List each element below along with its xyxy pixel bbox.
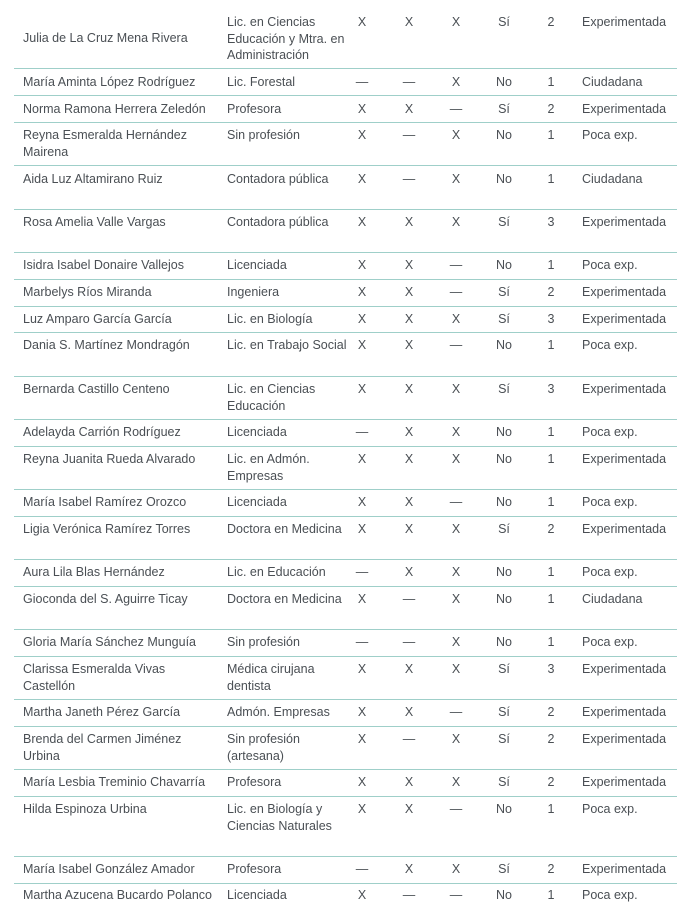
experience-cell: Experimentada [582, 452, 667, 466]
profession-cell: Licenciada [227, 425, 287, 439]
name-cell: Reyna Esmeralda Hernández Mairena [23, 128, 187, 159]
mark-cell-2: X [404, 522, 414, 536]
name-cell: Martha Azucena Bucardo Polanco [23, 888, 213, 902]
mark-cell-3: — [449, 888, 463, 902]
count-cell: 2 [547, 522, 555, 536]
name-cell: María Aminta López Rodríguez [23, 75, 196, 89]
mark-cell-2: X [404, 285, 414, 299]
mark-cell-3: X [451, 862, 461, 876]
profession-cell: Ingeniera [227, 285, 280, 299]
mark-cell-2: X [404, 382, 414, 396]
count-cell: 2 [547, 732, 555, 746]
mark-cell-1: X [357, 285, 367, 299]
yes-no-cell: Sí [498, 662, 510, 676]
table-row [14, 727, 677, 770]
yes-no-cell: No [496, 258, 512, 272]
table-row [14, 123, 677, 166]
mark-cell-3: — [449, 285, 463, 299]
mark-cell-1: — [355, 635, 369, 649]
yes-no-cell: Sí [498, 862, 510, 876]
experience-cell: Experimentada [582, 705, 667, 719]
mark-cell-1: X [357, 522, 367, 536]
profession-cell: Profesora [227, 102, 282, 116]
table-row [14, 587, 677, 630]
yes-no-cell: No [496, 635, 512, 649]
name-cell: Bernarda Castillo Centeno [23, 382, 170, 396]
mark-cell-3: — [449, 338, 463, 352]
mark-cell-1: — [355, 425, 369, 439]
yes-no-cell: Sí [498, 705, 510, 719]
profession-cell: Contadora pública [227, 172, 329, 186]
name-cell: Ligia Verónica Ramírez Torres [23, 522, 191, 536]
mark-cell-1: X [357, 705, 367, 719]
table-row [14, 333, 677, 377]
name-cell: Aida Luz Altamirano Ruiz [23, 172, 163, 186]
mark-cell-3: — [449, 102, 463, 116]
experience-cell: Poca exp. [582, 565, 638, 579]
mark-cell-3: X [451, 75, 461, 89]
yes-no-cell: Sí [498, 522, 510, 536]
mark-cell-3: X [451, 635, 461, 649]
table-row [14, 770, 677, 797]
mark-cell-1: X [357, 15, 367, 29]
mark-cell-1: — [355, 862, 369, 876]
count-cell: 2 [547, 285, 555, 299]
table-row [14, 253, 677, 280]
table-row [14, 517, 677, 560]
count-cell: 1 [547, 75, 555, 89]
experience-cell: Poca exp. [582, 635, 638, 649]
yes-no-cell: No [496, 565, 512, 579]
mark-cell-3: X [451, 522, 461, 536]
table-row [14, 630, 677, 657]
count-cell: 2 [547, 705, 555, 719]
experience-cell: Ciudadana [582, 172, 643, 186]
yes-no-cell: No [496, 495, 512, 509]
name-cell: Norma Ramona Herrera Zeledón [23, 102, 206, 116]
profession-cell: Lic. en Ciencias Educación y Mtra. en Administración [227, 15, 345, 62]
yes-no-cell: No [496, 452, 512, 466]
profession-cell: Admón. Empresas [227, 705, 330, 719]
profession-cell: Profesora [227, 862, 282, 876]
yes-no-cell: Sí [498, 15, 510, 29]
mark-cell-3: X [451, 565, 461, 579]
profession-cell: Médica cirujana dentista [227, 662, 315, 693]
mark-cell-1: X [357, 452, 367, 466]
experience-cell: Experimentada [582, 662, 667, 676]
profession-cell: Contadora pública [227, 215, 329, 229]
experience-cell: Experimentada [582, 732, 667, 746]
mark-cell-3: — [449, 258, 463, 272]
yes-no-cell: Sí [498, 215, 510, 229]
yes-no-cell: Sí [498, 102, 510, 116]
mark-cell-3: X [451, 662, 461, 676]
name-cell: María Isabel González Amador [23, 862, 195, 876]
mark-cell-1: X [357, 172, 367, 186]
count-cell: 1 [547, 802, 555, 816]
experience-cell: Ciudadana [582, 75, 643, 89]
experience-cell: Experimentada [582, 102, 667, 116]
mark-cell-3: X [451, 452, 461, 466]
table-row [14, 377, 677, 420]
name-cell: Isidra Isabel Donaire Vallejos [23, 258, 184, 272]
mark-cell-2: — [402, 635, 416, 649]
count-cell: 2 [547, 15, 555, 29]
count-cell: 1 [547, 635, 555, 649]
experience-cell: Poca exp. [582, 802, 638, 816]
name-cell: Adelayda Carrión Rodríguez [23, 425, 181, 439]
name-cell: Hilda Espinoza Urbina [23, 802, 147, 816]
mark-cell-2: X [404, 102, 414, 116]
name-cell: Luz Amparo García García [23, 312, 172, 326]
experience-cell: Experimentada [582, 862, 667, 876]
experience-cell: Poca exp. [582, 425, 638, 439]
mark-cell-2: X [404, 425, 414, 439]
yes-no-cell: No [496, 425, 512, 439]
mark-cell-3: X [451, 215, 461, 229]
table-row [14, 96, 677, 123]
mark-cell-2: — [402, 75, 416, 89]
mark-cell-1: X [357, 128, 367, 142]
count-cell: 1 [547, 172, 555, 186]
mark-cell-1: X [357, 312, 367, 326]
profession-cell: Sin profesión [227, 635, 300, 649]
mark-cell-2: X [404, 565, 414, 579]
mark-cell-1: X [357, 732, 367, 746]
experience-cell: Experimentada [582, 522, 667, 536]
profession-cell: Lic. en Ciencias Educación [227, 382, 316, 413]
profession-cell: Lic. en Biología y Ciencias Naturales [227, 802, 332, 833]
mark-cell-3: X [451, 732, 461, 746]
count-cell: 2 [547, 862, 555, 876]
profession-cell: Lic. Forestal [227, 75, 296, 89]
table-row [14, 280, 677, 307]
yes-no-cell: No [496, 888, 512, 902]
table-row [14, 490, 677, 517]
mark-cell-3: X [451, 172, 461, 186]
mark-cell-3: — [449, 495, 463, 509]
count-cell: 1 [547, 565, 555, 579]
count-cell: 3 [547, 312, 555, 326]
mark-cell-2: X [404, 662, 414, 676]
mark-cell-3: X [451, 15, 461, 29]
mark-cell-2: X [404, 495, 414, 509]
yes-no-cell: Sí [498, 312, 510, 326]
profession-cell: Doctora en Medicina [227, 522, 342, 536]
count-cell: 2 [547, 775, 555, 789]
table-row [14, 0, 677, 69]
mark-cell-1: X [357, 382, 367, 396]
mark-cell-1: — [355, 75, 369, 89]
yes-no-cell: Sí [498, 382, 510, 396]
name-cell: Brenda del Carmen Jiménez Urbina [23, 732, 182, 763]
mark-cell-1: X [357, 102, 367, 116]
mark-cell-2: X [404, 802, 414, 816]
table-row [14, 69, 677, 96]
mark-cell-2: X [404, 338, 414, 352]
mark-cell-1: X [357, 592, 367, 606]
mark-cell-2: X [404, 452, 414, 466]
profession-cell: Doctora en Medicina [227, 592, 342, 606]
table-row [14, 700, 677, 727]
yes-no-cell: Sí [498, 775, 510, 789]
yes-no-cell: No [496, 338, 512, 352]
yes-no-cell: No [496, 802, 512, 816]
experience-cell: Experimentada [582, 312, 667, 326]
table-row [14, 210, 677, 253]
mark-cell-2: X [404, 15, 414, 29]
mark-cell-3: X [451, 128, 461, 142]
mark-cell-3: — [449, 705, 463, 719]
name-cell: Julia de La Cruz Mena Rivera [23, 31, 188, 45]
name-cell: Rosa Amelia Valle Vargas [23, 215, 166, 229]
mark-cell-2: — [402, 172, 416, 186]
experience-cell: Poca exp. [582, 258, 638, 272]
mark-cell-3: X [451, 382, 461, 396]
table-row [14, 560, 677, 587]
table-row [14, 166, 677, 210]
experience-cell: Poca exp. [582, 888, 638, 902]
yes-no-cell: No [496, 75, 512, 89]
count-cell: 1 [547, 128, 555, 142]
mark-cell-3: X [451, 775, 461, 789]
profession-cell: Lic. en Educación [227, 565, 326, 579]
experience-cell: Poca exp. [582, 338, 638, 352]
yes-no-cell: Sí [498, 732, 510, 746]
profession-cell: Profesora [227, 775, 282, 789]
name-cell: María Lesbia Treminio Chavarría [23, 775, 206, 789]
mark-cell-1: X [357, 662, 367, 676]
name-cell: Gloria María Sánchez Munguía [23, 635, 197, 649]
name-cell: Clarissa Esmeralda Vivas Castellón [23, 662, 166, 693]
mark-cell-3: X [451, 425, 461, 439]
mark-cell-2: X [404, 705, 414, 719]
table-row [14, 420, 677, 447]
mark-cell-2: X [404, 862, 414, 876]
experience-cell: Poca exp. [582, 495, 638, 509]
mark-cell-2: — [402, 592, 416, 606]
mark-cell-1: X [357, 775, 367, 789]
mark-cell-1: X [357, 258, 367, 272]
mark-cell-2: — [402, 128, 416, 142]
experience-cell: Experimentada [582, 285, 667, 299]
mark-cell-3: — [449, 802, 463, 816]
count-cell: 1 [547, 452, 555, 466]
mark-cell-2: — [402, 888, 416, 902]
profession-cell: Licenciada [227, 888, 287, 902]
name-cell: Martha Janeth Pérez García [23, 705, 181, 719]
count-cell: 1 [547, 592, 555, 606]
table-row [14, 797, 677, 857]
mark-cell-1: X [357, 802, 367, 816]
experience-cell: Poca exp. [582, 128, 638, 142]
name-cell: Aura Lila Blas Hernández [23, 565, 165, 579]
mark-cell-1: X [357, 338, 367, 352]
mark-cell-2: X [404, 775, 414, 789]
mark-cell-1: X [357, 495, 367, 509]
count-cell: 2 [547, 102, 555, 116]
mark-cell-1: X [357, 215, 367, 229]
mark-cell-2: X [404, 258, 414, 272]
mark-cell-2: X [404, 215, 414, 229]
experience-cell: Experimentada [582, 382, 667, 396]
count-cell: 1 [547, 495, 555, 509]
table-row [14, 857, 677, 884]
yes-no-cell: Sí [498, 285, 510, 299]
table-row [14, 447, 677, 490]
mark-cell-2: X [404, 312, 414, 326]
profession-cell: Licenciada [227, 495, 287, 509]
name-cell: Dania S. Martínez Mondragón [23, 338, 190, 352]
table-row [14, 307, 677, 333]
mark-cell-1: — [355, 565, 369, 579]
profession-cell: Lic. en Biología [227, 312, 313, 326]
profession-cell: Sin profesión [227, 128, 300, 142]
yes-no-cell: No [496, 592, 512, 606]
mark-cell-2: — [402, 732, 416, 746]
mark-cell-3: X [451, 592, 461, 606]
count-cell: 1 [547, 425, 555, 439]
profession-cell: Licenciada [227, 258, 287, 272]
name-cell: Reyna Juanita Rueda Alvarado [23, 452, 196, 466]
mark-cell-1: X [357, 888, 367, 902]
table-row [14, 884, 677, 918]
count-cell: 3 [547, 382, 555, 396]
count-cell: 1 [547, 258, 555, 272]
profession-cell: Lic. en Trabajo Social [227, 338, 347, 352]
experience-cell: Ciudadana [582, 592, 643, 606]
mark-cell-3: X [451, 312, 461, 326]
profession-cell: Lic. en Admón. Empresas [227, 452, 310, 483]
count-cell: 1 [547, 338, 555, 352]
experience-cell: Experimentada [582, 215, 667, 229]
yes-no-cell: No [496, 128, 512, 142]
profession-cell: Sin profesión (artesana) [227, 732, 300, 763]
count-cell: 3 [547, 215, 555, 229]
table-row [14, 657, 677, 700]
count-cell: 3 [547, 662, 555, 676]
experience-cell: Experimentada [582, 775, 667, 789]
name-cell: Gioconda del S. Aguirre Ticay [23, 592, 188, 606]
yes-no-cell: No [496, 172, 512, 186]
name-cell: Marbelys Ríos Miranda [23, 285, 152, 299]
experience-cell: Experimentada [582, 15, 667, 29]
name-cell: María Isabel Ramírez Orozco [23, 495, 187, 509]
count-cell: 1 [547, 888, 555, 902]
